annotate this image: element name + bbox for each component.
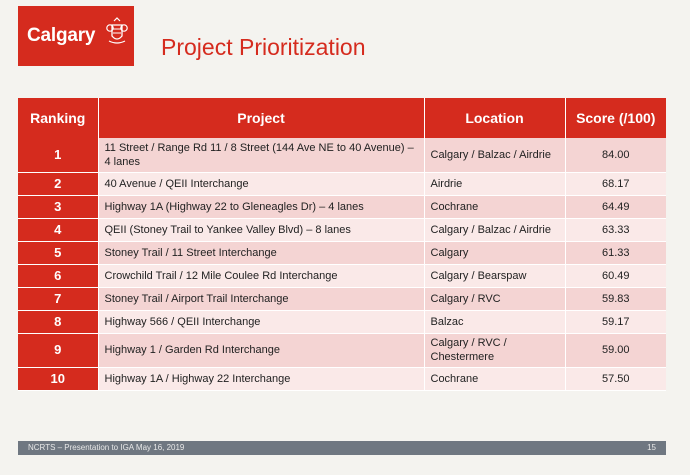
rank-cell: 6 [18,264,98,287]
project-cell: Highway 1A / Highway 22 Interchange [98,367,424,390]
score-cell: 68.17 [565,172,666,195]
table-row [18,195,666,218]
table-header-row [18,98,666,138]
table-row [18,310,666,333]
rank-cell: 4 [18,218,98,241]
location-cell: Calgary [424,241,565,264]
header-score: Score (/100) [565,98,666,138]
location-cell: Calgary / RVC [424,287,565,310]
project-cell: Highway 1A (Highway 22 to Gleneagles Dr) – 4 lanes [98,195,424,218]
location-cell: Calgary / Balzac / Airdrie [424,138,565,172]
logo-text: Calgary [27,25,96,46]
rank-cell: 5 [18,241,98,264]
crest-icon [104,14,130,58]
footer-bar [18,441,666,455]
rank-cell: 10 [18,367,98,390]
table-row [18,172,666,195]
rank-cell: 1 [18,138,98,172]
project-cell: 40 Avenue / QEII Interchange [98,172,424,195]
location-cell: Cochrane [424,195,565,218]
header-ranking: Ranking [18,98,98,138]
prioritization-table [18,98,666,391]
footer-text: NCRTS – Presentation to IGA May 16, 2019 [28,443,185,452]
rank-cell: 8 [18,310,98,333]
project-cell: Highway 1 / Garden Rd Interchange [98,333,424,367]
location-cell: Balzac [424,310,565,333]
project-cell: Stoney Trail / 11 Street Interchange [98,241,424,264]
location-cell: Calgary / RVC / Chestermere [424,333,565,367]
rank-cell: 3 [18,195,98,218]
score-cell: 59.00 [565,333,666,367]
score-cell: 59.17 [565,310,666,333]
table-row [18,264,666,287]
header-location: Location [424,98,565,138]
score-cell: 59.83 [565,287,666,310]
table-row [18,333,666,367]
table-row [18,218,666,241]
prioritization-table-container [18,98,666,391]
project-cell: Crowchild Trail / 12 Mile Coulee Rd Interchange [98,264,424,287]
page-number: 15 [647,443,656,452]
location-cell: Calgary / Bearspaw [424,264,565,287]
score-cell: 64.49 [565,195,666,218]
rank-cell: 7 [18,287,98,310]
table-row [18,241,666,264]
project-cell: QEII (Stoney Trail to Yankee Valley Blvd) – 8 lanes [98,218,424,241]
page-title: Project Prioritization [161,34,366,60]
table-row [18,287,666,310]
table-row [18,138,666,172]
score-cell: 60.49 [565,264,666,287]
location-cell: Airdrie [424,172,565,195]
header-project: Project [98,98,424,138]
project-cell: 11 Street / Range Rd 11 / 8 Street (144 Ave NE to 40 Avenue) – 4 lanes [98,138,424,172]
project-cell: Highway 566 / QEII Interchange [98,310,424,333]
score-cell: 61.33 [565,241,666,264]
calgary-logo [18,6,134,66]
location-cell: Calgary / Balzac / Airdrie [424,218,565,241]
table-row [18,367,666,390]
location-cell: Cochrane [424,367,565,390]
score-cell: 84.00 [565,138,666,172]
rank-cell: 9 [18,333,98,367]
project-cell: Stoney Trail / Airport Trail Interchange [98,287,424,310]
rank-cell: 2 [18,172,98,195]
score-cell: 63.33 [565,218,666,241]
score-cell: 57.50 [565,367,666,390]
